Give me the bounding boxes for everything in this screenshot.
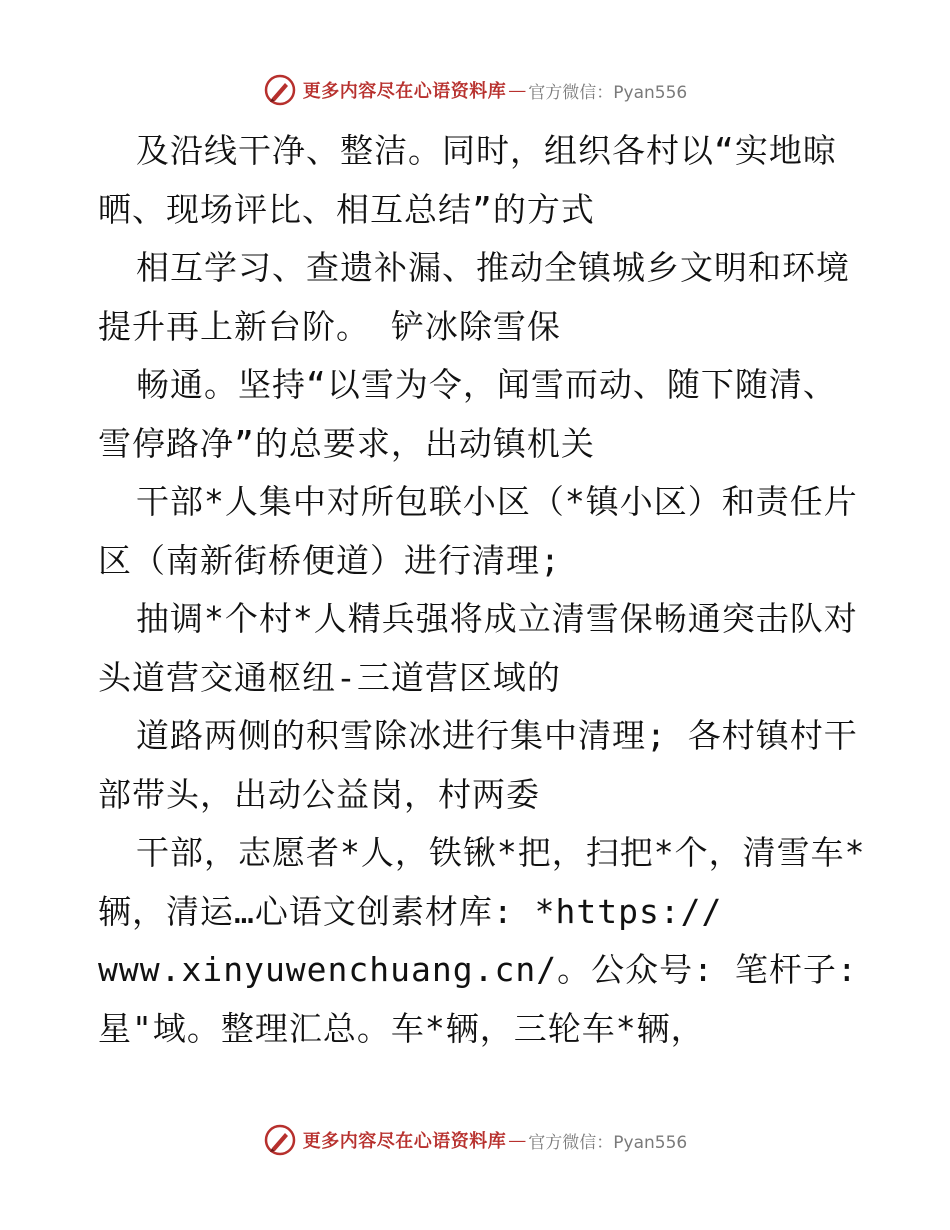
body-line: 雪停路净”的总要求，出动镇机关: [98, 423, 595, 463]
pen-logo-icon: [263, 73, 297, 107]
footer-contact-text: 官方微信：Pyan556: [528, 1132, 688, 1153]
body-line: 畅通。坚持“以雪为令，闻雪而动、随下随清、: [136, 365, 837, 404]
body-line: 干部，志愿者*人，铁锹*把，扫把*个，清雪车*: [136, 833, 866, 872]
body-line: 提升再上新台阶。 铲冰除雪保: [98, 306, 561, 346]
body-line: 头道营交通枢纽-三道营区域的: [98, 657, 561, 697]
body-line: www.xinyuwenchuang.cn/。公众号: 笔杆子:: [98, 950, 858, 989]
body-line: 相互学习、查遗补漏、推动全镇城乡文明和环境: [136, 248, 850, 287]
body-line: 部带头，出动公益岗，村两委: [98, 774, 540, 814]
footer-dash: —: [508, 1129, 527, 1151]
footer-banner: [0, 1120, 950, 1160]
body-line: 干部*人集中对所包联小区（*镇小区）和责任片: [136, 482, 858, 521]
document-body: [98, 122, 866, 1058]
body-line: 及沿线干净、整洁。同时，组织各村以“实地晾: [136, 131, 837, 170]
body-line: 道路两侧的积雪除冰进行集中清理; 各村镇村干: [136, 716, 858, 755]
header-site-text: 更多内容尽在心语资料库: [302, 81, 507, 102]
body-line: 星"域。整理汇总。车*辆，三轮车*辆，: [98, 1008, 705, 1048]
header-contact-text: 官方微信：Pyan556: [528, 82, 688, 103]
body-line: 晒、现场评比、相互总结”的方式: [98, 189, 595, 229]
header-dash: —: [508, 79, 527, 101]
body-line: 区（南新街桥便道）进行清理;: [98, 540, 561, 580]
body-line: 抽调*个村*人精兵强将成立清雪保畅通突击队对: [136, 599, 858, 638]
footer-site-text: 更多内容尽在心语资料库: [302, 1131, 507, 1152]
header-banner: [0, 70, 950, 110]
pen-logo-icon: [263, 1123, 297, 1157]
body-line: 辆，清运…心语文创素材库: *https://: [98, 891, 723, 931]
